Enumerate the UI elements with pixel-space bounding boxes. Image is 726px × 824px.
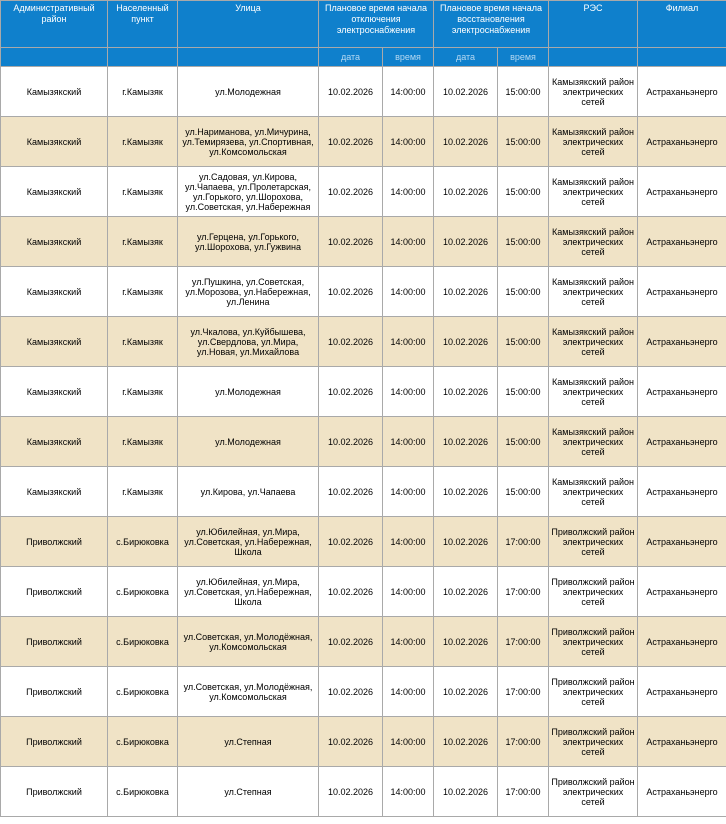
cell-district: Приволжский — [1, 667, 108, 717]
cell-branch: Астраханьэнерго — [638, 167, 726, 217]
cell-on-date: 10.02.2026 — [434, 667, 498, 717]
cell-off-date: 10.02.2026 — [319, 117, 383, 167]
cell-locality: г.Камызяк — [108, 167, 178, 217]
table-row — [1, 517, 726, 567]
header-branch: Филиал — [638, 1, 726, 48]
cell-off-date: 10.02.2026 — [319, 767, 383, 817]
cell-locality: с.Бирюковка — [108, 567, 178, 617]
cell-on-time: 15:00:00 — [498, 67, 549, 117]
cell-off-date: 10.02.2026 — [319, 517, 383, 567]
cell-off-date: 10.02.2026 — [319, 367, 383, 417]
cell-locality: г.Камызяк — [108, 267, 178, 317]
table-row — [1, 317, 726, 367]
cell-branch: Астраханьэнерго — [638, 417, 726, 467]
cell-branch: Астраханьэнерго — [638, 467, 726, 517]
cell-street: ул.Степная — [178, 767, 319, 817]
cell-street: ул.Кирова, ул.Чапаева — [178, 467, 319, 517]
cell-on-time: 17:00:00 — [498, 617, 549, 667]
cell-on-time: 15:00:00 — [498, 267, 549, 317]
cell-on-date: 10.02.2026 — [434, 367, 498, 417]
cell-on-date: 10.02.2026 — [434, 517, 498, 567]
cell-on-time: 17:00:00 — [498, 567, 549, 617]
cell-off-date: 10.02.2026 — [319, 217, 383, 267]
table-header — [1, 1, 726, 67]
cell-branch: Астраханьэнерго — [638, 617, 726, 667]
cell-street: ул.Чкалова, ул.Куйбышева, ул.Свердлова, ул.Мира, ул.Новая, ул.Михайлова — [178, 317, 319, 367]
cell-locality: г.Камызяк — [108, 317, 178, 367]
subheader-empty — [638, 48, 726, 67]
cell-off-date: 10.02.2026 — [319, 67, 383, 117]
cell-branch: Астраханьэнерго — [638, 217, 726, 267]
cell-on-date: 10.02.2026 — [434, 767, 498, 817]
header-off-time: Плановое время начала отключения электроснабжения — [319, 1, 434, 48]
cell-on-time: 15:00:00 — [498, 317, 549, 367]
cell-locality: с.Бирюковка — [108, 767, 178, 817]
table-row — [1, 417, 726, 467]
cell-district: Приволжский — [1, 767, 108, 817]
cell-on-date: 10.02.2026 — [434, 417, 498, 467]
cell-locality: г.Камызяк — [108, 367, 178, 417]
cell-off-time: 14:00:00 — [383, 717, 434, 767]
cell-on-date: 10.02.2026 — [434, 217, 498, 267]
table-row — [1, 67, 726, 117]
cell-res: Приволжский район электрических сетей — [549, 567, 638, 617]
cell-on-time: 17:00:00 — [498, 717, 549, 767]
cell-on-date: 10.02.2026 — [434, 567, 498, 617]
cell-street: ул.Советская, ул.Молодёжная, ул.Комсомольская — [178, 617, 319, 667]
cell-street: ул.Герцена, ул.Горького, ул.Шорохова, ул.Гужвина — [178, 217, 319, 267]
cell-res: Камызякский район электрических сетей — [549, 167, 638, 217]
table-row — [1, 367, 726, 417]
cell-district: Камызякский — [1, 367, 108, 417]
cell-off-time: 14:00:00 — [383, 667, 434, 717]
cell-district: Камызякский — [1, 467, 108, 517]
cell-off-date: 10.02.2026 — [319, 667, 383, 717]
header-street: Улица — [178, 1, 319, 48]
header-restore-time: Плановое время начала восстановления электроснабжения — [434, 1, 549, 48]
table-row — [1, 567, 726, 617]
cell-street: ул.Юбилейная, ул.Мира, ул.Советская, ул.Набережная, Школа — [178, 567, 319, 617]
cell-street: ул.Молодежная — [178, 367, 319, 417]
cell-district: Камызякский — [1, 317, 108, 367]
cell-off-date: 10.02.2026 — [319, 467, 383, 517]
cell-locality: г.Камызяк — [108, 467, 178, 517]
subheader-on-time: время — [498, 48, 549, 67]
cell-on-date: 10.02.2026 — [434, 167, 498, 217]
header-res: РЭС — [549, 1, 638, 48]
table-row — [1, 117, 726, 167]
cell-off-time: 14:00:00 — [383, 467, 434, 517]
cell-on-date: 10.02.2026 — [434, 267, 498, 317]
subheader-empty — [178, 48, 319, 67]
cell-res: Камызякский район электрических сетей — [549, 317, 638, 367]
cell-street: ул.Садовая, ул.Кирова, ул.Чапаева, ул.Пролетарская, ул.Горького, ул.Шорохова, ул.Советская, ул.Набережная — [178, 167, 319, 217]
table-body — [1, 67, 726, 817]
cell-on-date: 10.02.2026 — [434, 67, 498, 117]
cell-locality: с.Бирюковка — [108, 617, 178, 667]
subheader-empty — [108, 48, 178, 67]
cell-on-time: 15:00:00 — [498, 117, 549, 167]
subheader-off-date: дата — [319, 48, 383, 67]
cell-branch: Астраханьэнерго — [638, 117, 726, 167]
cell-branch: Астраханьэнерго — [638, 567, 726, 617]
cell-off-time: 14:00:00 — [383, 367, 434, 417]
cell-res: Камызякский район электрических сетей — [549, 67, 638, 117]
cell-locality: г.Камызяк — [108, 67, 178, 117]
cell-res: Приволжский район электрических сетей — [549, 767, 638, 817]
cell-branch: Астраханьэнерго — [638, 267, 726, 317]
cell-off-time: 14:00:00 — [383, 317, 434, 367]
cell-district: Приволжский — [1, 517, 108, 567]
cell-on-time: 17:00:00 — [498, 767, 549, 817]
cell-off-date: 10.02.2026 — [319, 267, 383, 317]
cell-res: Камызякский район электрических сетей — [549, 117, 638, 167]
cell-off-date: 10.02.2026 — [319, 717, 383, 767]
subheader-empty — [549, 48, 638, 67]
cell-off-date: 10.02.2026 — [319, 317, 383, 367]
cell-district: Приволжский — [1, 567, 108, 617]
cell-res: Приволжский район электрических сетей — [549, 617, 638, 667]
cell-off-date: 10.02.2026 — [319, 167, 383, 217]
cell-on-date: 10.02.2026 — [434, 317, 498, 367]
cell-locality: г.Камызяк — [108, 117, 178, 167]
cell-on-time: 15:00:00 — [498, 367, 549, 417]
cell-district: Камызякский — [1, 217, 108, 267]
cell-branch: Астраханьэнерго — [638, 717, 726, 767]
cell-off-time: 14:00:00 — [383, 767, 434, 817]
cell-off-time: 14:00:00 — [383, 67, 434, 117]
cell-locality: г.Камызяк — [108, 217, 178, 267]
cell-off-time: 14:00:00 — [383, 217, 434, 267]
cell-res: Камызякский район электрических сетей — [549, 267, 638, 317]
cell-locality: г.Камызяк — [108, 417, 178, 467]
table-row — [1, 767, 726, 817]
cell-district: Приволжский — [1, 617, 108, 667]
table-row — [1, 667, 726, 717]
cell-off-time: 14:00:00 — [383, 267, 434, 317]
subheader-on-date: дата — [434, 48, 498, 67]
cell-off-time: 14:00:00 — [383, 117, 434, 167]
cell-branch: Астраханьэнерго — [638, 67, 726, 117]
cell-off-time: 14:00:00 — [383, 167, 434, 217]
cell-branch: Астраханьэнерго — [638, 667, 726, 717]
cell-res: Приволжский район электрических сетей — [549, 517, 638, 567]
cell-on-time: 17:00:00 — [498, 667, 549, 717]
cell-res: Приволжский район электрических сетей — [549, 667, 638, 717]
cell-off-time: 14:00:00 — [383, 567, 434, 617]
cell-locality: с.Бирюковка — [108, 667, 178, 717]
subheader-empty — [1, 48, 108, 67]
header-locality: Населенный пункт — [108, 1, 178, 48]
cell-on-time: 15:00:00 — [498, 467, 549, 517]
table-row — [1, 617, 726, 667]
cell-on-date: 10.02.2026 — [434, 467, 498, 517]
cell-on-time: 15:00:00 — [498, 417, 549, 467]
cell-district: Камызякский — [1, 417, 108, 467]
cell-street: ул.Степная — [178, 717, 319, 767]
cell-branch: Астраханьэнерго — [638, 367, 726, 417]
cell-res: Камызякский район электрических сетей — [549, 417, 638, 467]
cell-branch: Астраханьэнерго — [638, 517, 726, 567]
cell-off-date: 10.02.2026 — [319, 417, 383, 467]
table-row — [1, 217, 726, 267]
cell-on-date: 10.02.2026 — [434, 617, 498, 667]
cell-on-time: 15:00:00 — [498, 217, 549, 267]
cell-branch: Астраханьэнерго — [638, 317, 726, 367]
table-row — [1, 167, 726, 217]
subheader-off-time: время — [383, 48, 434, 67]
cell-res: Камызякский район электрических сетей — [549, 367, 638, 417]
cell-off-date: 10.02.2026 — [319, 617, 383, 667]
cell-res: Камызякский район электрических сетей — [549, 217, 638, 267]
cell-street: ул.Нариманова, ул.Мичурина, ул.Темирязева, ул.Спортивная, ул.Комсомольская — [178, 117, 319, 167]
cell-district: Камызякский — [1, 167, 108, 217]
cell-street: ул.Молодежная — [178, 67, 319, 117]
cell-street: ул.Советская, ул.Молодёжная, ул.Комсомольская — [178, 667, 319, 717]
table-row — [1, 467, 726, 517]
cell-on-time: 15:00:00 — [498, 167, 549, 217]
cell-street: ул.Молодежная — [178, 417, 319, 467]
cell-on-time: 17:00:00 — [498, 517, 549, 567]
cell-street: ул.Юбилейная, ул.Мира, ул.Советская, ул.Набережная, Школа — [178, 517, 319, 567]
cell-street: ул.Пушкина, ул.Советская, ул.Морозова, ул.Набережная, ул.Ленина — [178, 267, 319, 317]
cell-on-date: 10.02.2026 — [434, 117, 498, 167]
cell-off-date: 10.02.2026 — [319, 567, 383, 617]
table-row — [1, 267, 726, 317]
cell-district: Камызякский — [1, 267, 108, 317]
cell-off-time: 14:00:00 — [383, 617, 434, 667]
cell-locality: с.Бирюковка — [108, 717, 178, 767]
cell-locality: с.Бирюковка — [108, 517, 178, 567]
cell-district: Камызякский — [1, 117, 108, 167]
cell-on-date: 10.02.2026 — [434, 717, 498, 767]
table-row — [1, 717, 726, 767]
cell-off-time: 14:00:00 — [383, 417, 434, 467]
cell-branch: Астраханьэнерго — [638, 767, 726, 817]
cell-district: Приволжский — [1, 717, 108, 767]
cell-res: Приволжский район электрических сетей — [549, 717, 638, 767]
header-district: Административный район — [1, 1, 108, 48]
cell-district: Камызякский — [1, 67, 108, 117]
cell-res: Камызякский район электрических сетей — [549, 467, 638, 517]
cell-off-time: 14:00:00 — [383, 517, 434, 567]
